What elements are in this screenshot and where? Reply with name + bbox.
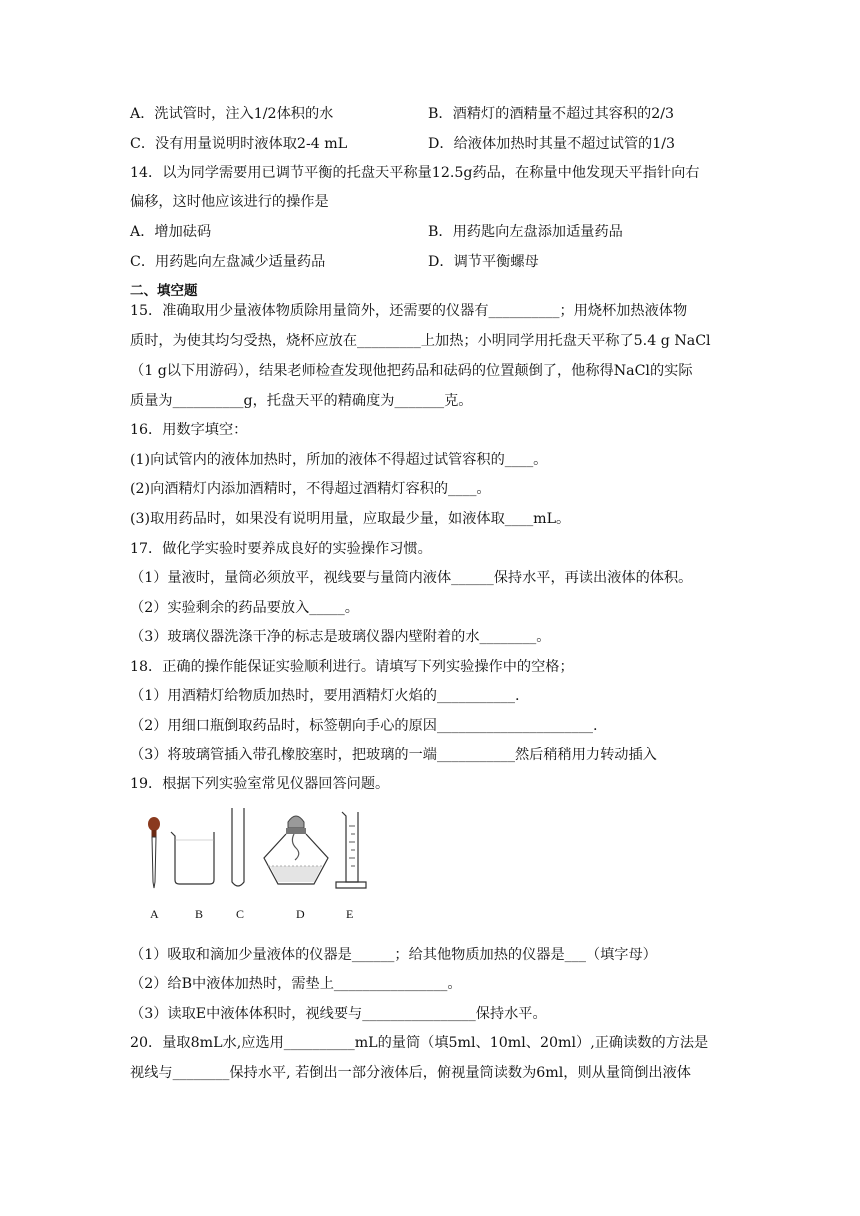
- dropper-icon: [148, 817, 160, 888]
- q18-line: 18．正确的操作能保证实验顺利进行。请填写下列实验操作中的空格；: [130, 659, 574, 675]
- q18-line: （1）用酒精灯给物质加热时，要用酒精灯火焰的___________.: [130, 688, 520, 704]
- q16-line: (2)向酒精灯内添加酒精时，不得超过酒精灯容积的____。: [130, 481, 491, 497]
- q15-line: 质时，为使其均匀受热，烧杯应放在_________上加热；小明同学用托盘天平称了5.4 g NaCl: [130, 333, 711, 349]
- q18-line: （2）用细口瓶倒取药品时，标签朝向手心的原因______________________.: [130, 718, 598, 734]
- section-title: 二、填空题: [130, 283, 198, 299]
- q19-subquestion: （1）吸取和滴加少量液体的仪器是______；给其他物质加热的仪器是___（填字母）: [130, 947, 657, 963]
- q16-line: (1)向试管内的液体加热时，所加的液体不得超过试管容积的____。: [130, 452, 548, 468]
- beaker-icon: [171, 832, 214, 884]
- q19-subquestion: （2）给B中液体加热时，需垫上________________。: [130, 976, 462, 992]
- figure-label-d: D: [296, 907, 305, 921]
- graduated-cylinder-icon: [336, 812, 366, 888]
- q15-line: （1 g以下用游码），结果老师检查发现他把药品和砝码的位置颠倒了，他称得NaCl的实际: [130, 363, 693, 379]
- figure-label-e: E: [346, 907, 354, 921]
- q18-line: （3）将玻璃管插入带孔橡胶塞时，把玻璃的一端___________然后稍稍用力转动插入: [130, 747, 657, 763]
- q20-line: 视线与________保持水平, 若倒出一部分液体后，俯视量筒读数为6ml，则从量筒倒出液体: [130, 1065, 691, 1081]
- q17-line: （3）玻璃仪器洗涤干净的标志是玻璃仪器内壁附着的水________。: [130, 629, 551, 645]
- q14-option-c: C．用药匙向左盘减少适量药品: [130, 254, 326, 270]
- q17-line: 17．做化学实验时要养成良好的实验操作习惯。: [130, 541, 432, 557]
- q14-stem-line2: 偏移，这时他应该进行的操作是: [130, 194, 329, 210]
- q19-stem: 19．根据下列实验室常见仪器回答问题。: [130, 776, 390, 792]
- figure-label-c: C: [236, 907, 245, 921]
- q17-line: （2）实验剩余的药品要放入_____。: [130, 600, 359, 616]
- figure-label-b: B: [195, 907, 204, 921]
- q14-option-a: A．增加砝码: [130, 224, 212, 240]
- q19-subquestion: （3）读取E中液体体积时，视线要与________________保持水平。: [130, 1006, 547, 1022]
- test-tube-icon: [232, 808, 244, 886]
- q20-line: 20．量取8mL水,应选用__________mL的量筒（填5ml、10ml、20ml）,正确读数的方法是: [130, 1035, 709, 1051]
- alcohol-lamp-icon: [264, 816, 328, 884]
- q16-line: 16．用数字填空：: [130, 422, 248, 438]
- q13-option-b: B．酒精灯的酒精量不超过其容积的2/3: [428, 106, 675, 122]
- lab-apparatus-figure: [132, 804, 372, 896]
- q16-line: (3)取用药品时，如果没有说明用量，应取最少量，如液体取____mL。: [130, 511, 571, 527]
- q13-option-d: D．给液体加热时其量不超过试管的1/3: [428, 136, 676, 152]
- q15-line: 质量为__________g，托盘天平的精确度为_______克。: [130, 393, 473, 409]
- q15-line: 15．准确取用少量液体物质除用量筒外，还需要的仪器有__________；用烧杯加热液体物: [130, 303, 688, 319]
- q14-option-d: D．调节平衡螺母: [428, 254, 539, 270]
- q14-stem-line1: 14．以为同学需要用已调节平衡的托盘天平称量12.5g药品，在称量中他发现天平指针向右: [130, 165, 700, 181]
- q17-line: （1）量液时，量筒必须放平，视线要与量筒内液体______保持水平，再读出液体的体积。: [130, 570, 693, 586]
- q14-option-b: B．用药匙向左盘添加适量药品: [428, 224, 623, 240]
- figure-label-a: A: [150, 907, 159, 921]
- q13-option-c: C．没有用量说明时液体取2-4 mL: [130, 136, 348, 152]
- q13-option-a: A．洗试管时，注入1/2体积的水: [130, 106, 334, 122]
